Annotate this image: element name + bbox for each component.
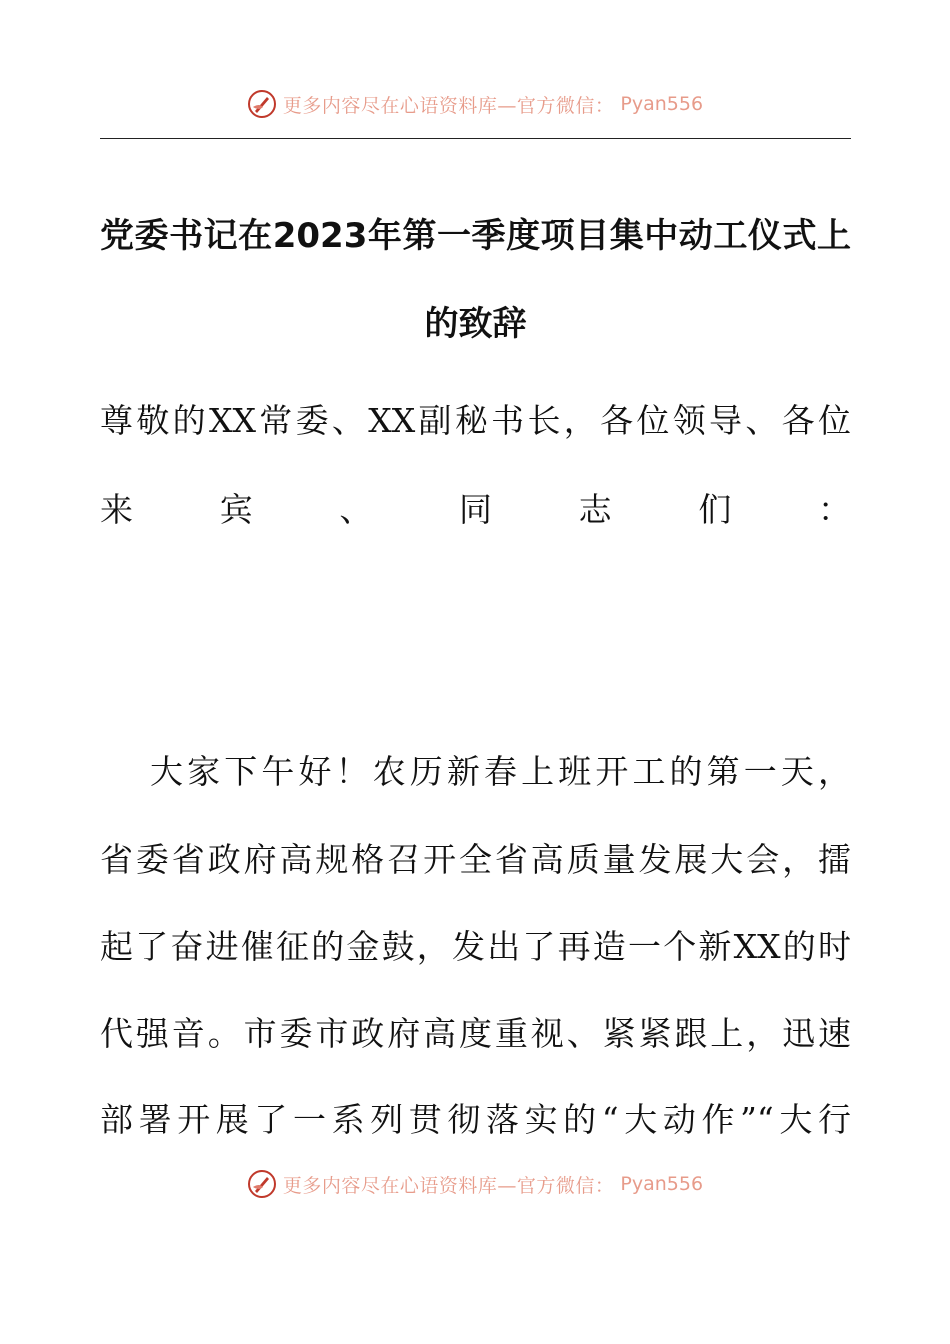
footer-banner-content (247, 1169, 703, 1199)
header-banner (0, 84, 950, 124)
body-line-1: 大家下午好！农历新春上班开工的第一天， (150, 752, 851, 791)
document-title-line-2: 的致辞 (424, 304, 527, 344)
quill-logo-icon (247, 89, 277, 119)
banner-text: 更多内容尽在心语资料库—官方微信： (282, 94, 615, 117)
quill-logo-icon (247, 1169, 277, 1199)
header-divider (100, 138, 851, 139)
footer-banner-text: 更多内容尽在心语资料库—官方微信： (282, 1174, 615, 1197)
salutation-line-1: 尊敬的XX常委、XX副秘书长，各位领导、各位 (100, 401, 851, 440)
salutation-line-2: 来宾、同志们： (100, 490, 851, 529)
body-line-5: 部署开展了一系列贯彻落实的“大动作”“大行 (100, 1100, 851, 1139)
footer-banner-wechat-id: Pyan556 (620, 1173, 704, 1195)
body-line-3: 起了奋进催征的金鼓，发出了再造一个新XX的时 (100, 927, 851, 966)
document-title-line-1: 党委书记在2023年第一季度项目集中动工仪式上 (100, 216, 851, 256)
footer-banner (0, 1164, 950, 1204)
body-line-4: 代强音。市委市政府高度重视、紧紧跟上，迅速 (100, 1014, 851, 1053)
banner-wechat-id: Pyan556 (620, 93, 704, 115)
body-line-2: 省委省政府高规格召开全省高质量发展大会，擂 (100, 840, 851, 879)
banner-content (247, 89, 703, 119)
